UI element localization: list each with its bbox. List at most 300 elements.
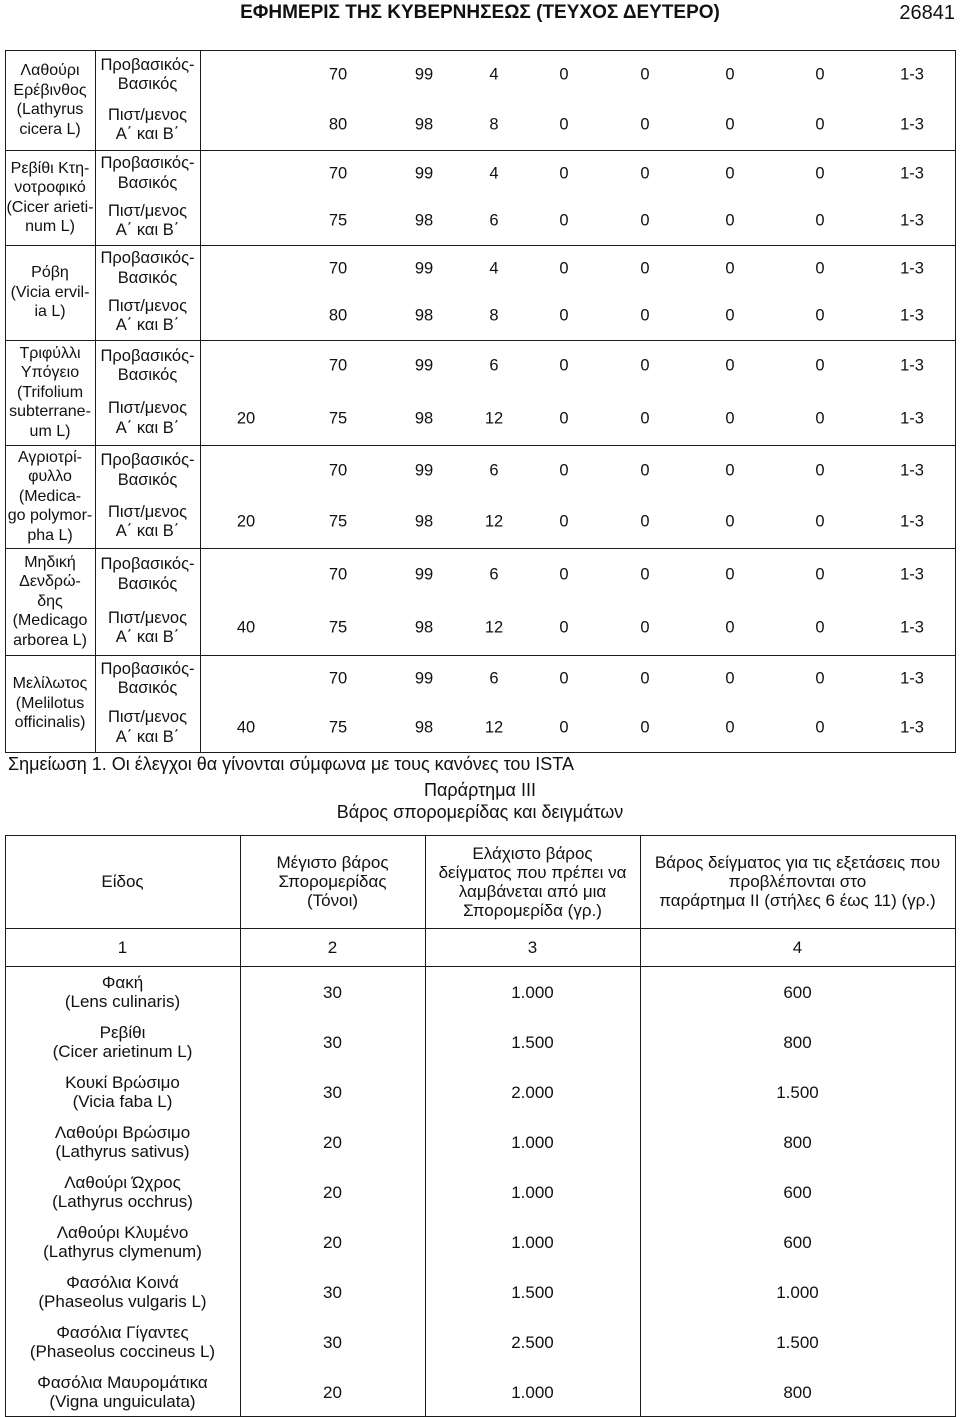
category-cell [95,548,200,602]
value-cell: 99 [414,565,434,583]
species-name-line: Λαθούρι [20,62,80,79]
species-name-line: δης [37,592,63,610]
value-cell: 1-3 [900,565,924,583]
table-rule-horizontal [5,548,956,549]
table-rule-horizontal [5,150,956,151]
max-lot-weight-cell: 30 [323,1282,342,1302]
weights-header-line: Βάρος δείγματος για τις εξετάσεις που [654,853,941,872]
value-cell: 0 [640,259,650,277]
value-cell: 0 [559,65,569,84]
category-label-line: Βασικός [117,173,178,192]
species-name-line: (Cicer arietinum L) [52,1042,193,1061]
value-cell: 0 [725,565,735,583]
value-cell: 0 [725,461,735,479]
weights-header-line: Σπορομερίδας [278,872,387,891]
category-label-line: Προβασικός- [100,451,195,470]
value-cell: 70 [328,669,348,688]
annex-title: Παράρτημα III [424,780,536,800]
value-cell: 99 [414,164,434,182]
value-cell: 0 [640,306,650,325]
species-name-line: um L) [29,422,71,440]
value-cell: 0 [725,211,735,230]
category-label-line: Πιστ/μενος [107,608,188,627]
table-rule-vertical [955,50,956,753]
table-rule-horizontal [5,655,956,656]
species-name-line: (Trifolium [16,383,84,401]
value-cell: 4 [489,65,499,84]
species-name-line: go polymor- [7,507,93,525]
value-cell: 0 [725,409,735,427]
category-cell [95,245,200,293]
value-cell: 0 [559,565,569,583]
values-row [200,548,955,602]
species-name-line: Φασόλια Γίγαντες [56,1323,189,1342]
weights-header-cell [425,835,640,928]
species-name-line: (Melilotus [15,694,85,712]
weights-header-cell [5,835,240,928]
value-cell: 0 [815,718,825,736]
value-cell: 70 [328,259,348,277]
category-label-line: Βασικός [117,75,178,93]
category-label-line: Πιστ/μενος [107,296,188,315]
value-cell: 0 [725,115,735,134]
max-lot-weight-cell: 30 [323,1332,342,1352]
species-cell [5,340,95,445]
value-cell: 6 [489,669,499,688]
value-cell: 98 [414,115,434,134]
value-cell: 0 [640,356,650,375]
values-row [200,393,955,446]
category-cell [95,393,200,446]
max-lot-weight-cell: 30 [323,1032,342,1052]
value-cell: 6 [489,356,499,375]
category-label-line: Προβασικός- [100,346,195,365]
category-cell [95,50,200,100]
species-name-line: Τριφύλλι [19,344,81,362]
value-cell: 1-3 [900,618,924,637]
species-name-line: Ερέβινθος [13,81,87,99]
value-cell: 99 [414,356,434,375]
min-sample-weight-cell: 1.500 [511,1032,554,1052]
species-name-line: (Vicia faba L) [72,1092,173,1111]
test-sample-weight-cell: 600 [783,982,812,1002]
species-cell [5,1068,240,1116]
value-cell: 0 [725,669,735,688]
value-cell: 0 [559,164,569,182]
test-sample-weight-cell: 1.500 [776,1082,819,1102]
category-label-line: Α΄ και Β΄ [115,522,180,541]
species-name-line: Μηδική [24,553,76,571]
value-cell: 0 [725,306,735,325]
max-lot-weight-cell: 30 [323,1082,342,1102]
value-cell: 0 [640,65,650,84]
value-cell: 0 [815,461,825,479]
value-cell: 4 [489,164,499,182]
value-cell: 75 [328,512,348,531]
value-cell: 6 [489,565,499,583]
column-number-cell: 2 [327,937,338,957]
species-name-line: (Medica- [18,487,82,505]
min-sample-weight-cell: 1.000 [511,982,554,1002]
species-name-line: cicera L) [19,120,81,138]
species-name-line: ia L) [34,303,66,321]
species-name-line: (Vigna unguiculata) [49,1392,196,1411]
test-sample-weight-cell: 1.500 [776,1332,819,1352]
value-cell: 8 [489,306,499,325]
weights-header-line: δείγματος που πρέπει να [438,862,627,882]
min-sample-weight-cell: 1.000 [511,1132,554,1152]
species-name-line: Φασόλια Κοινά [66,1273,179,1292]
species-cell [5,1168,240,1216]
category-label-line: Βασικός [117,268,178,287]
test-sample-weight-cell: 800 [783,1032,812,1052]
page-header-title: ΕΦΗΜΕΡΙΣ ΤΗΣ ΚΥΒΕΡΝΗΣΕΩΣ (ΤΕΥΧΟΣ ΔΕΥΤΕΡΟ) [240,2,720,23]
species-cell [5,1218,240,1266]
value-cell: 0 [559,356,569,375]
category-label-line: Α΄ και Β΄ [115,125,180,143]
category-label-line: Προβασικός- [100,55,195,74]
species-name-line: Ρεβίθι Κτη- [10,159,90,177]
value-cell: 0 [725,618,735,637]
value-cell: 75 [328,409,348,427]
value-cell: 0 [640,211,650,230]
weights-header-cell [240,835,425,928]
annex-subtitle: Βάρος σπορομερίδας και δειγμάτων [336,802,624,822]
species-name-line: (Lens culinaris) [64,992,181,1011]
page-number: 26841 [899,2,955,24]
category-label-line: Βασικός [117,366,178,385]
values-row [200,704,955,753]
value-cell: 1-3 [900,409,924,427]
species-cell [5,1318,240,1366]
column-number-cell: 4 [792,937,803,957]
value-cell: 1-3 [900,669,924,688]
value-cell: 99 [414,259,434,277]
category-label-line: Προβασικός- [100,249,195,268]
value-cell: 70 [328,565,348,583]
category-label-line: Βασικός [117,679,178,698]
value-cell: 1-3 [900,211,924,230]
test-sample-weight-cell: 600 [783,1182,812,1202]
value-cell: 70 [328,164,348,182]
value-cell: 12 [484,512,504,531]
species-name-line: Αγριοτρί- [17,448,82,466]
category-label-line: Α΄ και Β΄ [115,727,180,746]
species-name-line: (Cicer arieti- [6,198,94,216]
max-lot-weight-cell: 20 [323,1232,342,1252]
table-rule-horizontal [5,340,956,341]
value-cell: 6 [489,211,499,230]
weights-header-line: Σπορομερίδα (γρ.) [463,900,602,920]
species-name-line: Λαθούρι Βρώσιμο [54,1123,191,1142]
species-name-line: Φακή [101,973,144,992]
value-cell: 99 [414,461,434,479]
species-name-line: (Lathyrus occhrus) [52,1192,193,1211]
value-cell: 0 [725,164,735,182]
value-cell: 12 [484,718,504,736]
category-label-line: Βασικός [117,574,178,593]
table-rule-horizontal [5,445,956,446]
species-name-line: (Phaseolus coccineus L) [29,1342,216,1361]
value-cell: 0 [815,306,825,325]
value-cell: 80 [328,306,348,325]
species-cell [5,548,95,655]
species-name-line: (Lathyrus [16,101,84,118]
column-number-cell: 3 [527,937,538,957]
value-cell: 0 [640,718,650,736]
min-sample-weight-cell: 1.000 [511,1232,554,1252]
value-cell: 0 [640,512,650,531]
value-cell: 0 [815,65,825,84]
species-cell [5,1268,240,1316]
value-cell: 75 [328,618,348,637]
test-sample-weight-cell: 600 [783,1232,812,1252]
category-label-line: Πιστ/μενος [107,708,188,727]
value-cell: 0 [725,356,735,375]
value-cell: 98 [414,409,434,427]
value-cell: 0 [640,565,650,583]
test-sample-weight-cell: 1.000 [776,1282,819,1302]
min-sample-weight-cell: 2.500 [511,1332,554,1352]
values-row [200,100,955,150]
species-name-line: Ρόβη [31,264,69,282]
value-cell: 0 [815,618,825,637]
min-sample-weight-cell: 1.000 [511,1182,554,1202]
min-sample-weight-cell: 1.500 [511,1282,554,1302]
category-label-line: Προβασικός- [100,154,195,173]
value-cell: 12 [484,409,504,427]
value-cell: 0 [559,115,569,134]
value-cell: 1-3 [900,461,924,479]
species-cell [5,245,95,340]
value-cell: 99 [414,669,434,688]
category-cell [95,655,200,704]
value-cell: 6 [489,461,499,479]
species-cell [5,50,95,150]
max-lot-weight-cell: 20 [323,1382,342,1402]
value-cell: 0 [815,115,825,134]
category-cell [95,150,200,198]
value-cell: 0 [815,409,825,427]
table-rule-vertical [95,50,96,753]
category-label-line: Προβασικός- [100,555,195,574]
value-cell: 80 [328,115,348,134]
species-name-line: officinalis) [14,714,86,732]
value-cell: 0 [559,512,569,531]
species-name-line: Υπόγειο [20,364,80,382]
category-cell [95,497,200,549]
species-name-line: (Vicia ervil- [10,283,90,301]
category-label-line: Α΄ και Β΄ [115,221,180,240]
table-rule-horizontal [5,835,956,836]
values-row [200,293,955,341]
test-sample-weight-cell: 800 [783,1132,812,1152]
species-name-line: pha L) [27,526,73,544]
species-name-line: Δενδρώ- [19,573,81,591]
species-name-line: subterrane- [9,403,91,421]
value-cell: 75 [328,718,348,736]
category-label-line: Α΄ και Β΄ [115,418,180,437]
value-cell: 0 [640,409,650,427]
value-cell: 0 [559,669,569,688]
category-cell [95,602,200,656]
table-rule-vertical [425,835,426,1417]
min-sample-weight-cell: 1.000 [511,1382,554,1402]
species-cell [5,1368,240,1416]
values-row [200,655,955,704]
value-cell: 0 [815,259,825,277]
value-cell: 0 [815,669,825,688]
value-cell: 0 [559,259,569,277]
species-name-line: (Phaseolus vulgaris L) [38,1292,207,1311]
category-cell [95,293,200,341]
species-cell [5,968,240,1016]
min-sample-weight-cell: 2.000 [511,1082,554,1102]
value-cell: 70 [328,65,348,84]
category-cell [95,100,200,150]
value-cell: 0 [725,65,735,84]
value-cell: 1-3 [900,512,924,531]
category-label-line: Α΄ και Β΄ [115,316,180,335]
value-cell: 8 [489,115,499,134]
value-cell: 1-3 [900,164,924,182]
value-cell: 99 [414,65,434,84]
category-label-line: Πιστ/μενος [107,201,188,220]
category-label-line: Α΄ και Β΄ [115,628,180,647]
value-cell: 1-3 [900,356,924,375]
max-lot-weight-cell: 20 [323,1182,342,1202]
value-cell: 20 [236,409,256,427]
category-cell [95,704,200,753]
value-cell: 0 [815,512,825,531]
category-cell [95,340,200,393]
value-cell: 20 [236,512,256,531]
species-name-line: Μελίλωτος [12,675,88,693]
value-cell: 98 [414,618,434,637]
value-cell: 75 [328,211,348,230]
category-cell [95,198,200,246]
species-name-line: num L) [25,218,75,235]
species-cell [5,655,95,752]
value-cell: 98 [414,211,434,230]
value-cell: 0 [725,512,735,531]
value-cell: 0 [559,718,569,736]
values-row [200,50,955,100]
value-cell: 1-3 [900,65,924,84]
category-label-line: Πιστ/μενος [107,105,188,124]
value-cell: 70 [328,356,348,375]
species-name-line: (Lathyrus sativus) [55,1142,190,1161]
value-cell: 4 [489,259,499,277]
weights-header-line: Είδος [101,872,144,891]
values-row [200,150,955,198]
table-rule-vertical [240,835,241,1417]
species-name-line: (Lathyrus clymenum) [43,1242,202,1261]
species-cell [5,445,95,548]
values-row [200,602,955,656]
species-name-line: (Medicago [12,612,88,630]
table-rule-horizontal [5,50,956,51]
value-cell: 40 [236,718,256,736]
species-name-line: Ρεβίθι [99,1023,146,1042]
table-rule-vertical [5,835,6,1417]
table-rule-vertical [5,50,6,753]
weights-header-line: λαμβάνεται από μια [458,881,607,901]
footnote: Σημείωση 1. Οι έλεγχοι θα γίνονται σύμφωνα με τους κανόνες του ISTA [8,754,574,774]
max-lot-weight-cell: 20 [323,1132,342,1152]
weights-header-line: παράρτημα II (στήλες 6 έως 11) (γρ.) [659,891,936,910]
weights-header-line: Μέγιστο βάρος [276,853,389,872]
value-cell: 1-3 [900,718,924,736]
species-name-line: νοτροφικό [14,179,86,196]
value-cell: 0 [815,211,825,230]
value-cell: 0 [815,356,825,375]
value-cell: 0 [640,115,650,134]
category-cell [95,445,200,497]
values-row [200,340,955,393]
species-name-line: Λαθούρι Κλυμένο [56,1223,189,1242]
value-cell: 0 [725,718,735,736]
species-cell [5,1018,240,1066]
value-cell: 0 [640,461,650,479]
value-cell: 0 [815,164,825,182]
category-label-line: Βασικός [117,470,178,489]
weights-header-line: (Τόνοι) [306,891,359,910]
column-number-cell: 1 [117,937,128,957]
table-rule-vertical [640,835,641,1417]
value-cell: 0 [559,211,569,230]
value-cell: 1-3 [900,259,924,277]
values-row [200,198,955,246]
species-name-line: Λαθούρι Ώχρος [64,1173,181,1192]
values-row [200,497,955,549]
value-cell: 0 [559,461,569,479]
value-cell: 1-3 [900,306,924,325]
test-sample-weight-cell: 800 [783,1382,812,1402]
table-rule-horizontal [5,245,956,246]
value-cell: 12 [484,618,504,637]
value-cell: 0 [815,565,825,583]
species-cell [5,1118,240,1166]
table-rule-horizontal [5,966,956,967]
values-row [200,445,955,497]
species-name-line: arborea L) [13,631,87,649]
category-label-line: Πιστ/μενος [107,399,188,418]
weights-header-line: Ελάχιστο βάρος [472,843,593,863]
value-cell: 0 [640,669,650,688]
max-lot-weight-cell: 30 [323,982,342,1002]
species-name-line: Κουκί Βρώσιμο [65,1073,180,1092]
table-rule-vertical [200,50,201,753]
value-cell: 98 [414,718,434,736]
value-cell: 0 [640,618,650,637]
value-cell: 0 [559,618,569,637]
table-rule-horizontal [5,928,956,929]
value-cell: 70 [328,461,348,479]
species-cell [5,150,95,245]
table-rule-vertical [955,835,956,1417]
value-cell: 0 [559,409,569,427]
weights-header-cell [640,835,955,928]
value-cell: 98 [414,306,434,325]
value-cell: 40 [236,618,256,637]
value-cell: 98 [414,512,434,531]
weights-header-line: προβλέπονται στο [728,872,867,891]
value-cell: 0 [559,306,569,325]
value-cell: 0 [640,164,650,182]
values-row [200,245,955,293]
species-name-line: φυλλο [28,468,72,486]
